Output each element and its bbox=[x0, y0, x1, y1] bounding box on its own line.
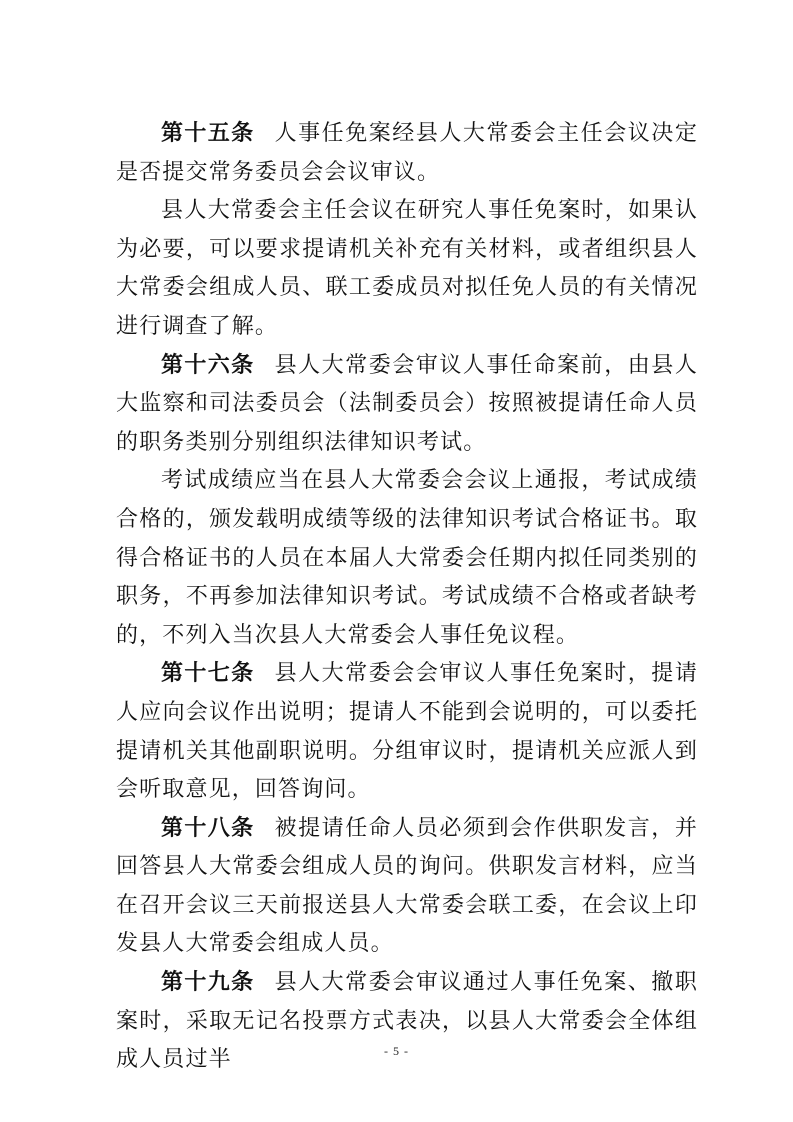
paragraph-article-15-cont bbox=[116, 192, 698, 346]
paragraph-text: 人事任免案经县人大常委会主任会议决定是否提交常务委员会会议审议。 bbox=[116, 121, 698, 185]
paragraph-text: 县人大常委会会审议人事任免案时，提请人应向会议作出说明；提请人不能到会说明的，可以委托提请机关其他副职说明。分组审议时，提请机关应派人到会听取意见，回答询问。 bbox=[116, 661, 698, 803]
paragraph-article-16 bbox=[116, 347, 698, 463]
paragraph-text: 被提请任命人员必须到会作供职发言，并回答县人大常委会组成人员的询问。供职发言材料，应当在召开会议三天前报送县人大常委会联工委，在会议上印发县人大常委会组成人员。 bbox=[116, 815, 698, 957]
article-heading: 第十九条 bbox=[161, 970, 255, 996]
article-heading: 第十五条 bbox=[161, 121, 255, 146]
paragraph-article-15 bbox=[116, 115, 698, 192]
page-number: - 5 - bbox=[384, 1044, 409, 1058]
paragraph-text: 县人大常委会审议人事任命案前，由县人大监察和司法委员会（法制委员会）按照被提请任命人员的职务类别分别组织法律知识考试。 bbox=[116, 352, 698, 455]
paragraph-article-16-cont bbox=[116, 462, 698, 655]
paragraph-article-19 bbox=[116, 964, 698, 1080]
document-body bbox=[116, 115, 698, 1080]
paragraph-text: 县人大常委会主任会议在研究人事任免案时，如果认为必要，可以要求提请机关补充有关材料，或者组织县人大常委会组成人员、联工委成员对拟任免人员的有关情况进行调查了解。 bbox=[116, 198, 698, 339]
article-heading: 第十六条 bbox=[161, 352, 255, 378]
paragraph-article-17 bbox=[116, 655, 698, 809]
article-heading: 第十七条 bbox=[161, 661, 255, 687]
paragraph-text: 考试成绩应当在县人大常委会会议上通报，考试成绩合格的，颁发载明成绩等级的法律知识考试合格证书。取得合格证书的人员在本届人大常委会任期内拟任同类别的职务，不再参加法律知识考试。考试成绩不合格或者缺考的，不列入当次县人大常委会人事任免议程。 bbox=[116, 468, 698, 648]
paragraph-text: 县人大常委会审议通过人事任免案、撤职案时，采取无记名投票方式表决，以县人大常委会全体组成人员过半 bbox=[116, 970, 698, 1073]
article-heading: 第十八条 bbox=[161, 815, 255, 841]
paragraph-article-18 bbox=[116, 810, 698, 964]
